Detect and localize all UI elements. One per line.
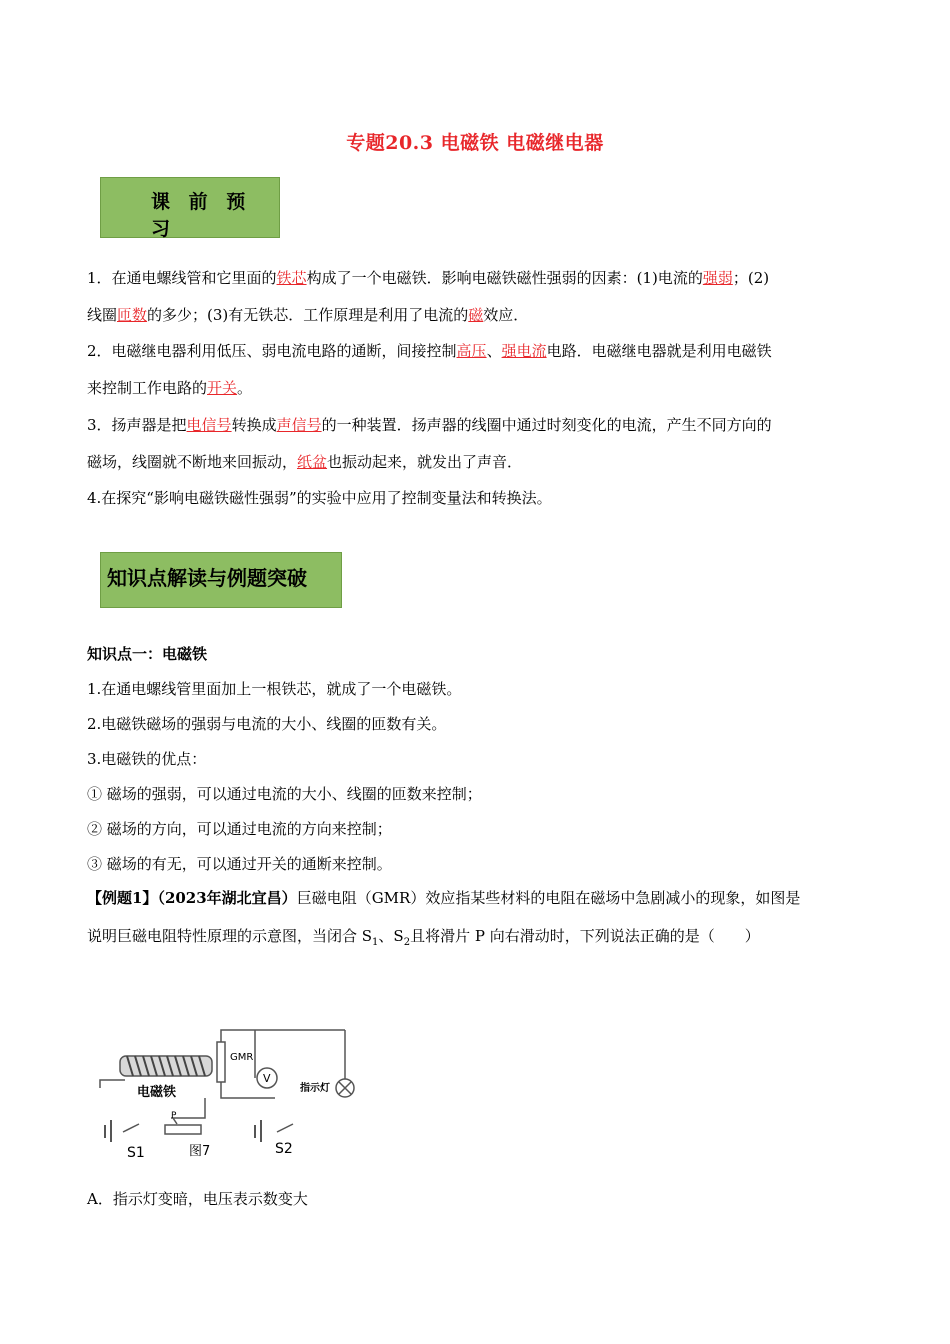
knowledge-heading: 知识点一：电磁铁 [87,645,208,663]
lamp-icon [336,1079,354,1097]
slider-label: P [171,1111,177,1121]
lamp-label: 指示灯 [300,1083,330,1094]
preview-item-3-line-2: 磁场，线圈就不断地来回振动，纸盆也振动起来，就发出了声音． [87,453,523,471]
s1-label: S1 [127,1145,145,1161]
battery-s2-icon [255,1120,261,1142]
preview-item-4: 4.在探究“影响电磁铁磁性强弱”的实验中应用了控制变量法和转换法。 [87,489,552,507]
wire-left [100,1080,125,1088]
battery-s1-icon [105,1120,111,1142]
knowledge-line-2: 2.电磁铁磁场的强弱与电流的大小、线圈的匝数有关。 [87,715,447,733]
example-line-2: 说明巨磁电阻特性原理的示意图，当闭合 $S_1$、$S_2$且将滑片 P 向右滑动时，下列说法正确的是（ ） [87,927,760,948]
preview-item-3-line-1: 3．扬声器是把电信号转换成声信号的一种装置．扬声器的线圈中通过时刻变化的电流，产生不同方向的 [87,416,772,434]
figure-caption: 图7 [189,1144,211,1159]
preview-item-2-line-2: 来控制工作电路的开关。 [87,379,253,397]
electromagnet-label: 电磁铁 [137,1085,177,1100]
circuit-diagram [95,1020,365,1170]
voltmeter-label: V [263,1072,271,1085]
page-title: 专题20.3 电磁铁 电磁继电器 [346,132,604,154]
section-banner-label: 课 前 预 习 [151,191,252,240]
example-label: 【例题1】 [87,889,158,907]
knowledge-line-3: 3.电磁铁的优点： [87,750,207,768]
preview-item-1-line-2: 线圈匝数的多少；(3)有无铁芯．工作原理是利用了电流的磁效应． [87,306,529,324]
switch-s1 [123,1124,139,1132]
switch-s2 [277,1124,293,1132]
s2-label: S2 [275,1141,293,1157]
option-a: A．指示灯变暗，电压表示数变大 [87,1190,308,1208]
preview-item-1-line-1: 1．在通电螺线管和它里面的铁芯构成了一个电磁铁．影响电磁铁磁性强弱的因素：(1)电流的强弱；(2) [87,269,770,287]
knowledge-line-4: ① 磁场的强弱，可以通过电流的大小、线圈的匝数来控制； [87,785,482,803]
gmr-label: GMR [230,1052,254,1063]
section-banner-preview [100,177,280,238]
section-banner-label: 知识点解读与例题突破 [107,566,307,590]
knowledge-line-5: ② 磁场的方向，可以通过电流的方向来控制； [87,820,392,838]
electromagnet-coil-icon [120,1056,212,1076]
example-line-1: 【例题1】（2023年湖北宜昌）巨磁电阻（GMR）效应指某些材料的电阻在磁场中急剧减小的现象，如图是 [87,889,801,907]
example-source: （2023年湖北宜昌） [157,889,297,907]
knowledge-line-1: 1.在通电螺线管里面加上一根铁芯，就成了一个电磁铁。 [87,680,462,698]
preview-item-2-line-1: 2．电磁继电器利用低压、弱电流电路的通断，间接控制高压、强电流电路．电磁继电器就是利用电磁铁 [87,342,772,360]
knowledge-line-6: ③ 磁场的有无，可以通过开关的通断来控制。 [87,855,392,873]
section-banner-knowledge [100,552,342,608]
gmr-resistor [217,1042,225,1082]
